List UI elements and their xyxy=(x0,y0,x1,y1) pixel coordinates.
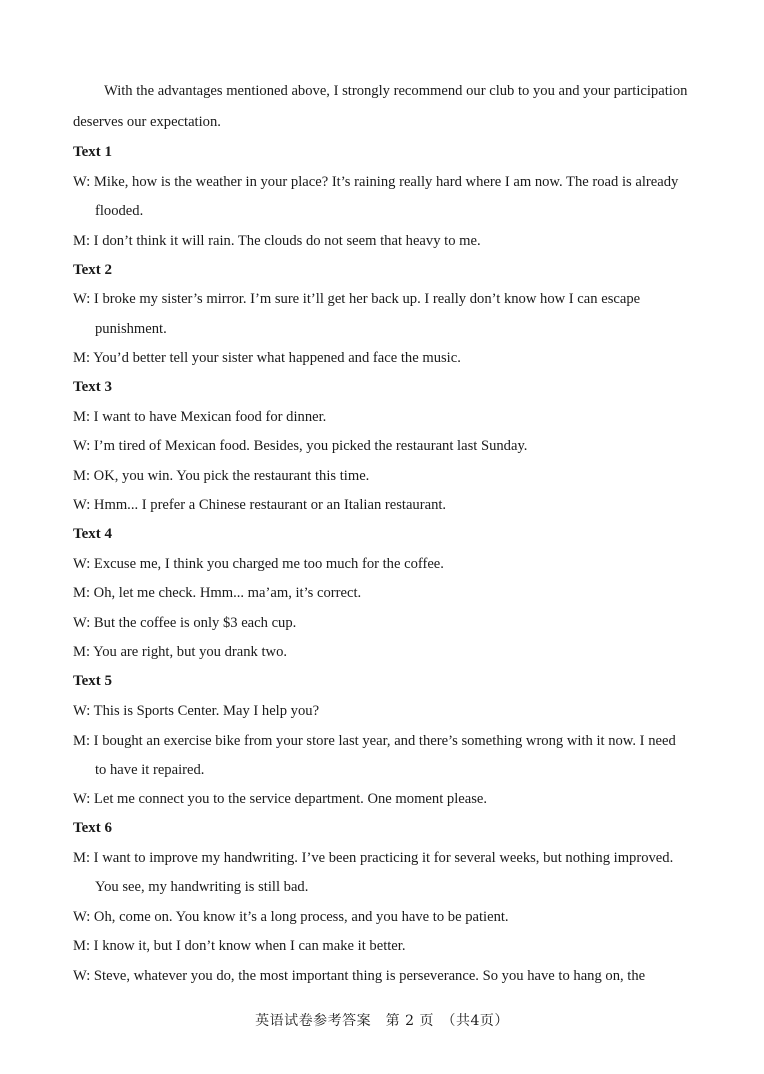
dialogue-line-continuation: punishment. xyxy=(95,321,167,337)
intro-line-2: deserves our expectation. xyxy=(73,114,221,130)
dialogue-line: W: Excuse me, I think you charged me too much for the coffee. xyxy=(73,556,444,572)
dialogue-line: W: I’m tired of Mexican food. Besides, you picked the restaurant last Sunday. xyxy=(73,438,528,454)
dialogue-line: W: I broke my sister’s mirror. I’m sure it’ll get her back up. I really don’t know how I can escape xyxy=(73,291,641,307)
section-heading-text-2: Text 2 xyxy=(73,262,113,278)
dialogue-line-continuation: You see, my handwriting is still bad. xyxy=(95,879,309,895)
dialogue-line: W: This is Sports Center. May I help you? xyxy=(73,703,320,719)
dialogue-line: M: You’d better tell your sister what happened and face the music. xyxy=(73,350,461,366)
dialogue-line: W: But the coffee is only $3 each cup. xyxy=(73,615,297,631)
dialogue-line-continuation: flooded. xyxy=(95,203,144,219)
dialogue-line-continuation: to have it repaired. xyxy=(95,762,205,778)
dialogue-line: M: OK, you win. You pick the restaurant this time. xyxy=(73,468,370,484)
dialogue-line: W: Mike, how is the weather in your place? It’s raining really hard where I am now. The road is already xyxy=(73,174,679,190)
dialogue-line: M: You are right, but you drank two. xyxy=(73,644,288,660)
dialogue-line: M: I want to improve my handwriting. I’ve been practicing it for several weeks, but nothing improved. xyxy=(73,850,674,866)
page-footer: 英语试卷参考答案 第 2 页 （共4页） xyxy=(255,1013,509,1029)
dialogue-line: M: I know it, but I don’t know when I can make it better. xyxy=(73,938,406,954)
section-heading-text-1: Text 1 xyxy=(73,144,113,160)
dialogue-line: M: I want to have Mexican food for dinner. xyxy=(73,409,327,425)
intro-line-1: With the advantages mentioned above, I strongly recommend our club to you and your participation xyxy=(104,83,688,99)
dialogue-line: M: Oh, let me check. Hmm... ma’am, it’s correct. xyxy=(73,585,362,601)
section-heading-text-6: Text 6 xyxy=(73,820,113,836)
section-heading-text-5: Text 5 xyxy=(73,673,113,689)
section-heading-text-4: Text 4 xyxy=(73,526,113,542)
dialogue-line: W: Let me connect you to the service department. One moment please. xyxy=(73,791,488,807)
dialogue-line: M: I don’t think it will rain. The clouds do not seem that heavy to me. xyxy=(73,233,481,249)
section-heading-text-3: Text 3 xyxy=(73,379,113,395)
dialogue-line: M: I bought an exercise bike from your store last year, and there’s something wrong with it now. I need xyxy=(73,733,676,749)
dialogue-line: W: Oh, come on. You know it’s a long process, and you have to be patient. xyxy=(73,909,509,925)
dialogue-line: W: Steve, whatever you do, the most important thing is perseverance. So you have to hang on, the xyxy=(73,968,646,984)
dialogue-line: W: Hmm... I prefer a Chinese restaurant or an Italian restaurant. xyxy=(73,497,447,513)
